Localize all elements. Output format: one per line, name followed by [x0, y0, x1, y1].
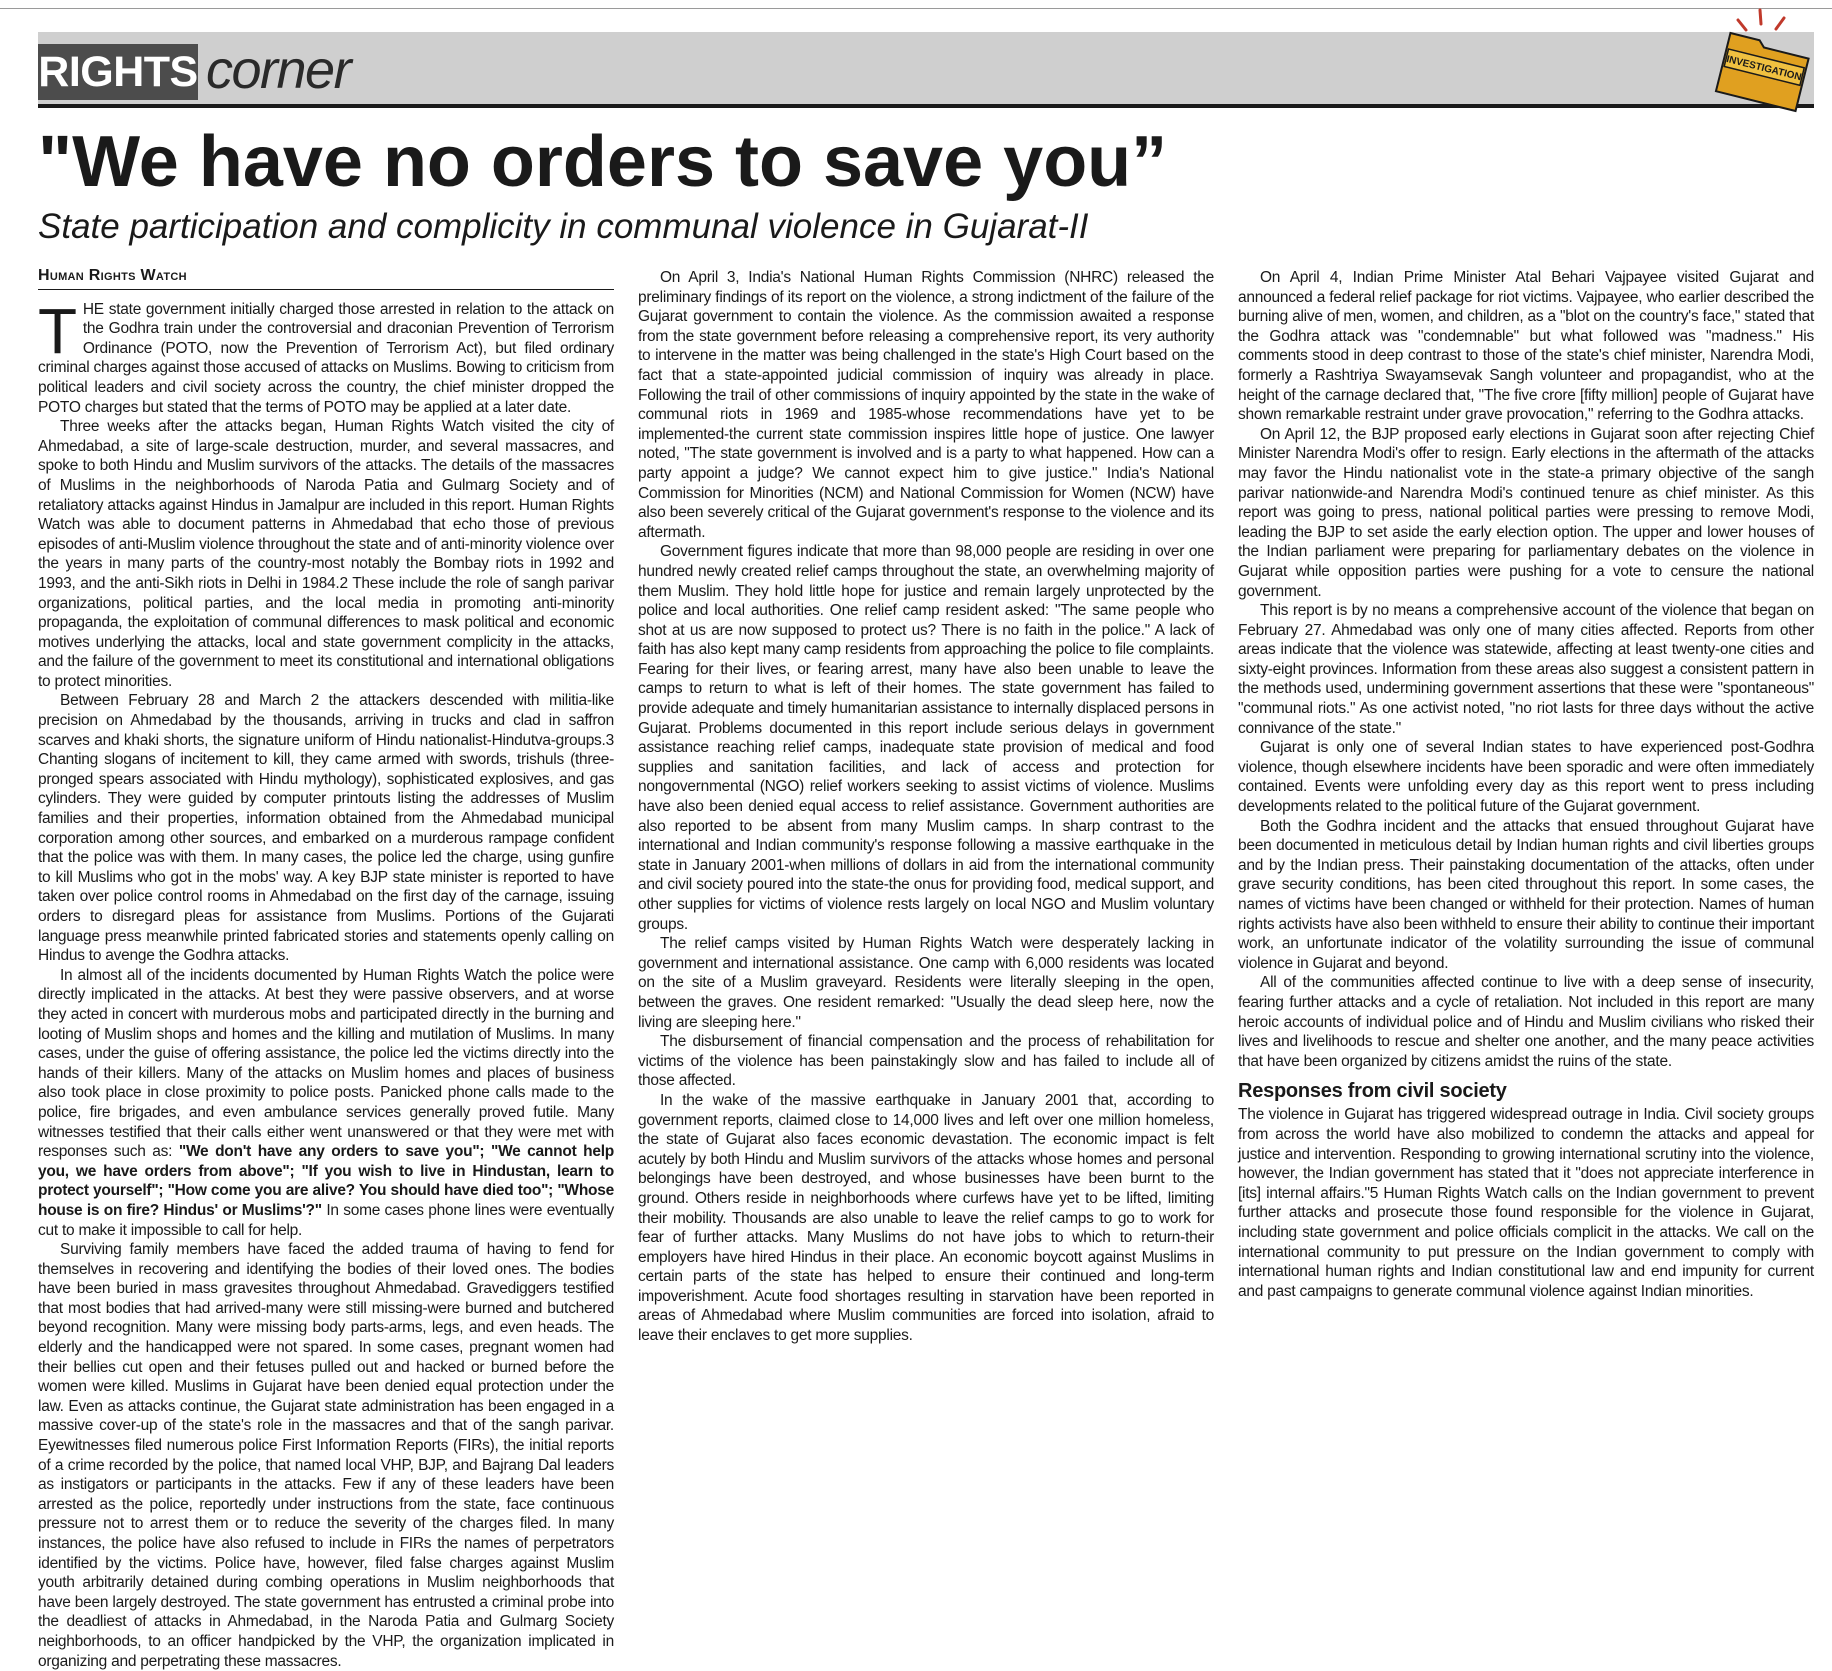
subheadline: State participation and complicity in communal violence in Gujarat-II [38, 207, 1089, 246]
paragraph: THE state government initially charged those arrested in relation to the attack on the Godhra train under the controversial and draconian Prevention of Terrorism Ordinance (POTO, now the Prevention of Terrorism Act), but filed ordinary criminal charges against those accused of attacks on Muslims. Bowing to criticism from political leaders and civil society across the country, the chief minister dropped the POTO charges but stated that the terms of POTO may be applied at a later date. [38, 294, 614, 416]
byline: Human Rights Watch [38, 266, 614, 290]
section-label-corner: corner [206, 40, 351, 100]
paragraph: Gujarat is only one of several Indian states to have experienced post-Godhra violence, though elsewhere incidents have been sporadic and were often immediately contained. Events were unfolding every day as this report went to press including developments related to the political future of the Gujarat government. [1238, 739, 1814, 816]
paragraph: Three weeks after the attacks began, Human Rights Watch visited the city of Ahmedabad, a site of large-scale destruction, murder, and several massacres, and spoke to both Hindu and Muslim survivors of the attacks. The details of the massacres of Muslims in the neighborhoods of Naroda Patia and Gulmarg Society and of retaliatory attacks against Hindus in Jamalpur are included in this report. Human Rights Watch was able to document patterns in Ahmedabad that echo those of previous episodes of anti-Muslim violence throughout the state and of anti-minority violence over the years in many parts of the country-most notably the Bombay riots in 1992 and 1993, and the anti-Sikh riots in Delhi in 1984.2 These include the role of sangh parivar organizations, political parties, and the local media in promoting anti-minority propaganda, the exploitation of communal differences to mask political and economic motives underlying the attacks, local and state government complicity in the attacks, and the failure of the government to meet its constitutional and international obligations to protect minorities. [38, 418, 614, 690]
paragraph: In almost all of the incidents documented by Human Rights Watch the police were directly implicated in the attacks. At best they were passive observers, and at worse they acted in concert with murderous mobs and participated directly in the burning and looting of Muslim shops and homes and the killing and mutilation of Muslims. In many cases, under the guise of offering assistance, the police led the victims directly into the hands of their killers. Many of the attacks on Muslim homes and places of business also took place in close proximity to police posts. Panicked phone calls made to the police, fire brigades, and even ambulance services generally proved futile. Many witnesses testified that their calls either went unanswered or that they were met with responses such as: "We don't have any orders to save you"; "We cannot help you, we have orders from above"; "If you wish to live in Hindustan, learn to protect yourself"; "How come you are alive? You should have died too"; "Whose house is on fire? Hindus' or Muslims'?" In some cases phone lines were eventually cut to make it impossible to call for help. [38, 966, 615, 1239]
paragraph: Government figures indicate that more than 98,000 people are residing in over one hundred newly created relief camps throughout the state, an overwhelming majority of them Muslim. They hold little hope for justice and remain largely unprotected by the police and local authorities. One relief camp resident asked: "The same people who shot at us are now supposed to protect us? There is no faith in the police." A lack of faith has also kept many camp residents from approaching the police to file complaints. Fearing for their lives, or fearing arrest, many have also been unable to leave the camps to return to what is left of their homes. The state government has failed to provide adequate and timely humanitarian assistance to internally displaced persons in Gujarat. Problems documented in this report include serious delays in government assistance reaching relief camps, inadequate state provision of medical and food supplies and sanitation facilities, and lack of access and protection for nongovernmental (NGO) relief workers seeking to assist victims of violence. Muslims have also been denied equal access to relief assistance. Government authorities are also reported to be absent from many Muslim camps. In sharp contrast to the international and Indian community's response following a massive earthquake in the state in January 2001-when millions of dollars in aid from the international community and civil society poured into the state-the onus for providing food, medical support, and other supplies for victims of violence rests largely on local NGO and Muslim voluntary groups. [638, 543, 1214, 933]
dropcap: T [38, 294, 77, 367]
paragraph: In the wake of the massive earthquake in January 2001 that, according to government reports, claimed close to 14,000 lives and left over one million homeless, the state of Gujarat also faces economic devastation. The economic impact is felt acutely by both Hindu and Muslim survivors of the attacks whose homes and personal belongings have been destroyed, and whose businesses have been burnt to the ground. Others reside in neighborhoods where curfews have yet to be lifted, limiting their mobility. Thousands are also unable to leave the relief camps to go to work for fear of further attacks. Many Muslims do not have jobs to which to return-their employers have hired Hindus in their place. An economic boycott against Muslims in certain parts of the state has helped to ensure their continued and long-term impoverishment. Acute food shortages resulting in starvation have been reported in areas of Ahmedabad where Muslim communities are forced into isolation, afraid to leave their enclaves to get more supplies. [638, 1091, 1214, 1345]
paragraph: Surviving family members have faced the added trauma of having to fend for themselves in recovering and identifying the bodies of their loved ones. The bodies have been buried in mass gravesites throughout Ahmedabad. Gravediggers testified that most bodies that had arrived-many were still missing-were burned and butchered beyond recognition. Many were missing body parts-arms, legs, and even heads. The elderly and the handicapped were not spared. In some cases, pregnant women had their bellies cut open and their fetuses pulled out and hacked or burned before the women were killed. Muslims in Gujarat have been denied equal protection under the law. Even as attacks continue, the Gujarat state administration has been engaged in a massive cover-up of the state's role in the massacres and that of the sangh parivar. Eyewitnesses filed numerous police First Information Reports (FIRs), the initial reports of a crime recorded by the police, that named local VHP, BJP, and Bajrang Dal leaders as instigators or participants in the attacks. Few if any of these leaders have been arrested as the police, reportedly under instructions from the state, face continuous pressure not to arrest them or to reduce the severity of the charges filed. In many instances, the police have also refused to include in FIRs the names of perpetrators identified by the victims. Police have, however, filed false charges against Muslim youth arbitrarily detained during combing operations in Muslim neighborhoods that have been largely destroyed. The state government has entrusted a criminal probe into the deadliest of attacks in Ahmedabad, in the Naroda Patia and Gulmarg Society neighborhoods, to an officer handpicked by the VHP, the organization implicated in organizing and perpetrating these massacres. [38, 1241, 614, 1670]
paragraph: On April 12, the BJP proposed early elections in Gujarat soon after rejecting Chief Minister Narendra Modi's offer to resign. Early elections in the aftermath of the attacks may favor the Hindu nationalist vote in the state-a primary objective of the sangh parivar nationwide-and Narendra Modi's continued tenure as chief minister. As this report was going to press, national political parties were pressing to remove Modi, leading the BJP to set aside the early election option. The upper and lower houses of the Indian parliament were preparing for parliamentary debates on the violence in Gujarat while opposition parties were pushing for a vote to censure the national government. [1238, 425, 1814, 600]
paragraph: On April 3, India's National Human Rights Commission (NHRC) released the preliminary findings of its report on the violence, a strong indictment of the failure of the Gujarat government to contain the violence. As the commission awaited a response from the state government before releasing a comprehensive report, its very authority to intervene in the matter was being challenged in the state's High Court based on the fact that a state-appointed judicial commission of inquiry was already in place. Following the trail of other commissions of inquiry appointed by the state in the wake of communal riots in 1969 and 1985-whose recommendations have yet to be implemented-the current state commission inspires little hope of justice. One lawyer noted, "The state government is involved and is a party to what happened. How can a party appoint a judge? We cannot expect him to give justice." India's National Commission for Minorities (NCM) and National Commission for Women (NCW) have also been severely critical of the Gujarat government's response to the violence and its aftermath. [638, 269, 1214, 541]
top-rule [0, 8, 1832, 9]
article-column-3 [1238, 268, 1814, 1301]
paragraph: Both the Godhra incident and the attacks that ensued throughout Gujarat have been documented in meticulous detail by Indian human rights and civil liberties groups and by the Indian press. Their painstaking documentation of the attacks, often under grave security conditions, has been cited throughout this report. In some cases, the names of victims have been changed or withheld for their protection. Names of human rights activists have also been withheld to ensure their ability to continue their important work, an unfortunate indicator of the volatility surrounding the issue of communal violence in Gujarat and beyond. [1238, 817, 1814, 972]
section-label-rights: RIGHTS [38, 44, 198, 100]
article-column-1 [38, 266, 614, 1671]
quoted-responses: "We don't have any orders to save you"; "We cannot help you, we have orders from above"; "If you wish to live in Hindustan, learn to protect yourself"; "How come you are alive? You should have died too"; "Whose house is on fire? Hindus' or Muslims'?" [38, 1143, 614, 1219]
paragraph: Between February 28 and March 2 the attackers descended with militia-like precision on Ahmedabad by the thousands, arriving in trucks and clad in saffron scarves and khaki shorts, the signature uniform of Hindu nationalist-Hindutva-groups.3 Chanting slogans of incitement to kill, they came armed with swords, trishuls (three-pronged spears associated with Hindu mythology), sophisticated explosives, and gas cylinders. They were guided by computer printouts listing the addresses of Muslim families and their properties, information obtained from the Ahmedabad municipal corporation among other sources, and embarked on a murderous rampage confident that the police was with them. In many cases, the police led the charge, using gunfire to kill Muslims who got in the mobs' way. A key BJP state minister is reported to have taken over police control rooms in Ahmedabad on the first day of the carnage, issuing orders to disregard pleas for assistance from Muslims. Portions of the Gujarati language press meanwhile printed fabricated stories and statements openly calling on Hindus to avenge the Godhra attacks. [38, 692, 614, 965]
section-heading: Responses from civil society [1238, 1080, 1507, 1103]
paragraph: The disbursement of financial compensation and the process of rehabilitation for victims of the violence has been painstakingly slow and has failed to include all of those affected. [638, 1033, 1214, 1090]
folder-label: INVESTIGATION [1725, 53, 1803, 84]
paragraph: The violence in Gujarat has triggered widespread outrage in India. Civil society groups from across the world have also mobilized to condemn the attacks and appeal for justice and intervention. Responding to growing international scrutiny into the violence, however, the Indian government has stated that it "does not appreciate interference in [its] internal affairs."5 Human Rights Watch calls on the Indian government to prevent further attacks and prosecute those found responsible for the violence in Gujarat, including state government and police officials complicit in the attacks. We call on the international community to put pressure on the Indian government to comply with international human rights and Indian constitutional law and end impunity for current and past campaigns to generate communal violence against Indian minorities. [1238, 1106, 1814, 1300]
header-rule [38, 104, 1814, 108]
paragraph: This report is by no means a comprehensive account of the violence that began on February 27. Ahmedabad was only one of many cities affected. Reports from other areas indicate that the violence was statewide, affecting at least twenty-one cities and sixty-eight provinces. Information from these areas also suggest a consistent pattern in the methods used, undermining government assertions that these were "spontaneous" "communal riots." As one activist noted, "no riot lasts for three days without the active connivance of the state." [1238, 602, 1814, 737]
paragraph: On April 4, Indian Prime Minister Atal Behari Vajpayee visited Gujarat and announced a federal relief package for riot victims. Vajpayee, who earlier described the burning alive of men, women, and children, as a "blot on the country's face," stated that the Godhra attack was "condemnable" but what followed was "madness." His comments stood in deep contrast to those of the state's chief minister, Narendra Modi, formerly a Rashtriya Swayamsevak Sangh volunteer and propagandist, who at the height of the carnage declared that, "The five crore [fifty million] people of Gujarat have shown remarkable restraint under grave provocation," referring to the Godhra attacks. [1238, 269, 1814, 424]
article-column-2 [638, 268, 1214, 1346]
investigation-folder-icon [1708, 2, 1818, 114]
paragraph: All of the communities affected continue to live with a deep sense of insecurity, fearing further attacks and a cycle of retaliation. Not included in this report are many heroic accounts of individual police and of Hindu and Muslim civilians who risked their lives and livelihoods to rescue and shelter one another, and the many peace activities that have been organized by citizens amidst the ruins of the state. [1238, 974, 1814, 1070]
paragraph: The relief camps visited by Human Rights Watch were desperately lacking in government and international assistance. One camp with 6,000 residents was located on the site of a Muslim graveyard. Residents were literally sleeping in the open, between the graves. One resident remarked: "Usually the dead sleep here, now the living are sleeping here." [638, 935, 1214, 1031]
headline: "We have no orders to save you” [38, 122, 1168, 202]
